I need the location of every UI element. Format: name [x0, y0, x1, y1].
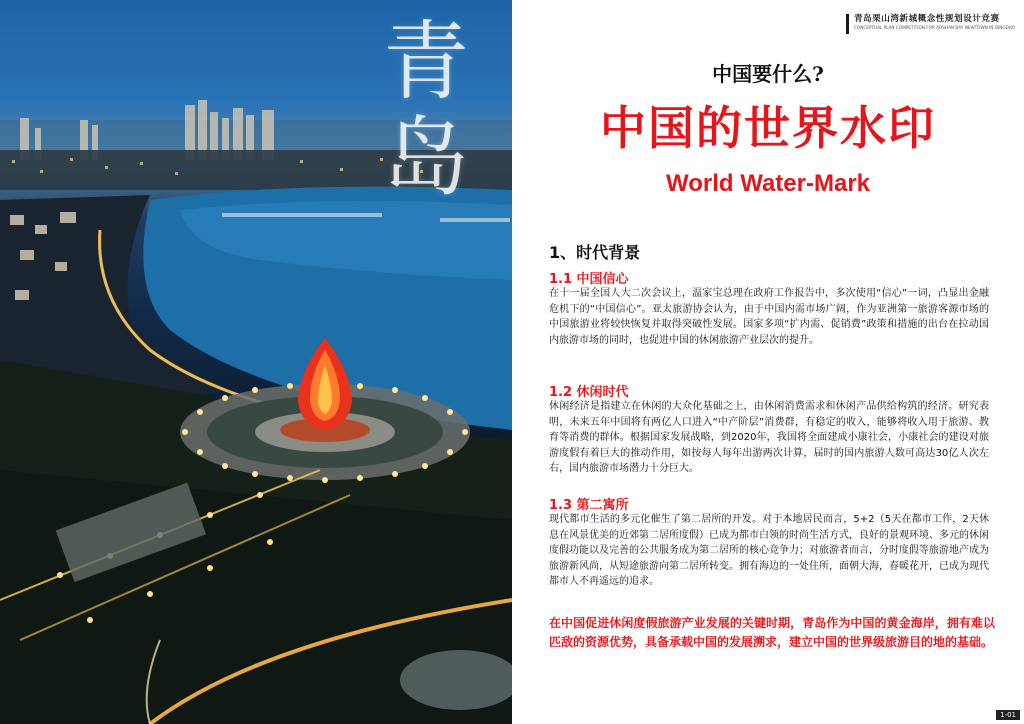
page-number: 1-01	[996, 710, 1020, 720]
subsection-title: 1.1 中国信心	[549, 272, 629, 287]
header-accent-bar	[846, 14, 849, 34]
conclusion-text: 在中国促进休闲度假旅游产业发展的关键时期，青岛作为中国的黄金海岸，拥有难以匹敌的资源优势，具备承载中国的发展溯求，建立中国的世界级旅游目的地的基础。	[549, 616, 995, 649]
sub-title: World Water-Mark	[665, 170, 871, 197]
subsection-body: 休闲经济是指建立在休闲的大众化基础之上，由休闲消费需求和休闲产品供给构筑的经济。研究表明，未来五年中国将有两亿人口进入“中产阶层”消费群，有稳定的收入，能够将收入用于旅游、教育等消费的群体。根据国家发展战略，到2020年，我国将全面建成小康社会，小康社会的建设对旅游度假有着巨大的推动作用，如按每人每年出游两次计算，届时的国内旅游人数可高达30亿人次左右，国内旅游市场潜力十分巨大。	[549, 401, 989, 474]
question-heading: 中国要什么?	[712, 62, 824, 86]
subsection-body: 现代都市生活的多元化催生了第二居所的开发。对于本地居民而言，5+2（5天在都市工作，2天休息在风景优美的近郊第二居所度假）已成为都市白领的时尚生活方式，良好的景观环境、多元的休闲度假功能以及完善的公共服务成为第二居所的核心竞争力；对旅游者而言，分时度假等旅游地产成为旅游新风尚，从短途旅游向第二居所转变。拥有海边的一处住所，面朝大海，春暖花开，已成为现代都市人不再遥远的追求。	[549, 514, 989, 587]
subsection-title: 1.2 休闲时代	[549, 385, 629, 400]
subsection-title: 1.3 第二寓所	[549, 498, 629, 513]
section-heading: 1、时代背景	[549, 243, 641, 262]
main-title: 中国的世界水印	[600, 101, 936, 155]
text-page	[512, 0, 1024, 724]
header-title-cn: 青岛栗山湾新城概念性规划设计竞赛	[854, 14, 1000, 24]
city-title-vertical: 青岛	[383, 12, 469, 208]
subsection-body: 在十一届全国人大二次会议上，温家宝总理在政府工作报告中，多次使用“信心”一词，凸显出金融危机下的“中国信心”。亚太旅游协会认为，由于中国内需市场广阔，作为亚洲第一旅游客源市场的中国旅游业将较快恢复并取得突破性发展。国家多项“扩内需、促销费”政策和措施的出台在拉动国内旅游市场的同时，也促进中国的休闲旅游产业层次的提升。	[549, 288, 989, 346]
header-title-en: CONCEPTUAL PLAN COMPETITION FOR AOSHAN BAY NEWTOWN IN QINGDAO	[854, 25, 1015, 30]
